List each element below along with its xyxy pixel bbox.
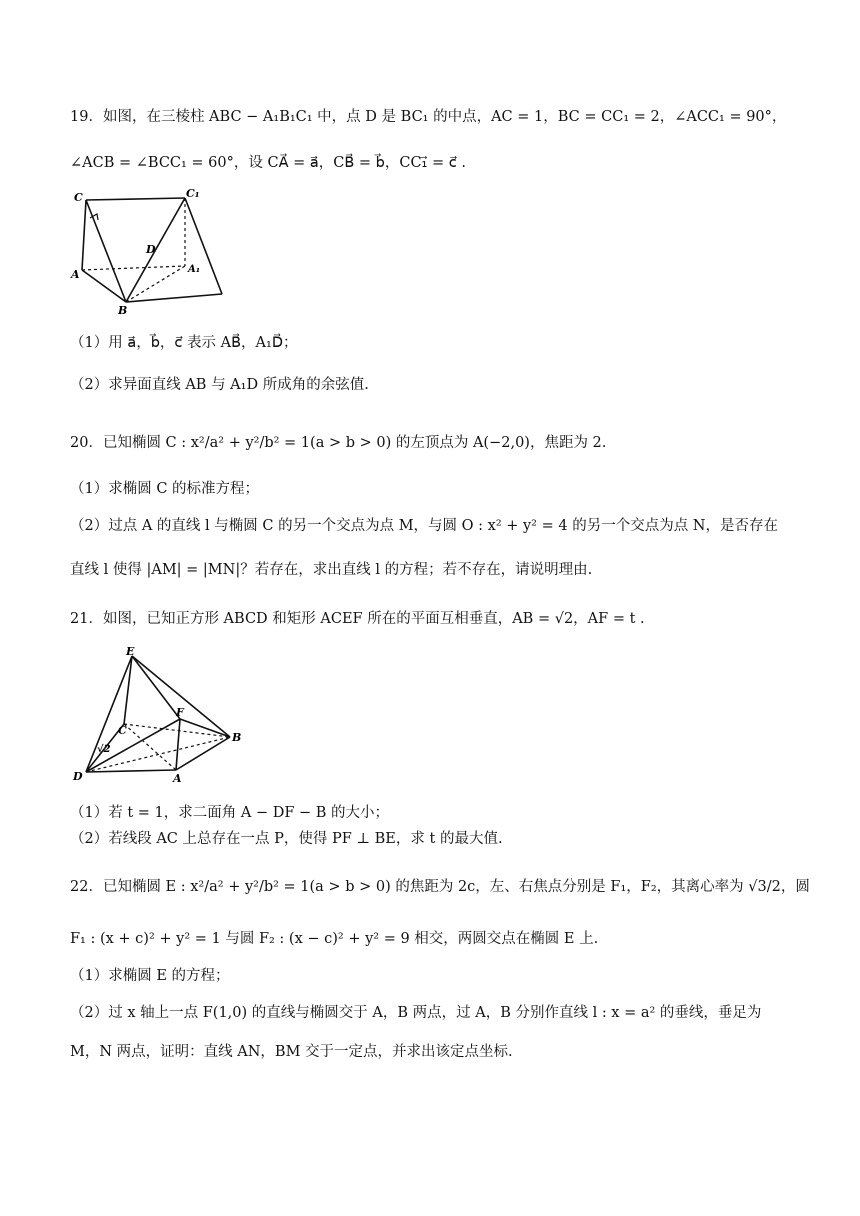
p22-line-1: 22．已知椭圆 E : x²/a² + y²/b² = 1(a > b > 0) 的焦距为 2c，左、右焦点分别是 F₁，F₂，其离心率为 √3/2，圆 <box>70 879 810 895</box>
label-c1: C₁ <box>186 187 200 200</box>
p22-part-1: （1）求椭圆 E 的方程； <box>70 968 230 984</box>
edge-d-a <box>86 770 176 772</box>
label-e: E <box>126 645 135 658</box>
p20-part-2-cont: 直线 l 使得 |AM| = |MN|？若存在，求出直线 l 的方程；若不存在，请说明理由. <box>70 562 593 578</box>
square-rectangle-figure <box>70 644 245 784</box>
label-sqrt2: √2 <box>97 744 111 755</box>
edge-c-c1 <box>86 198 185 200</box>
edge-c1-b1 <box>185 198 222 294</box>
label-a1: A₁ <box>188 264 201 275</box>
prism-figure <box>70 186 245 316</box>
label-a: A <box>71 268 80 281</box>
label-b: B <box>232 731 242 744</box>
p20-line-1: 20．已知椭圆 C : x²/a² + y²/b² = 1(a > b > 0) 的左顶点为 A(−2,0)，焦距为 2. <box>70 435 607 451</box>
p21-part-2: （2）若线段 AC 上总存在一点 P，使得 PF ⊥ BE，求 t 的最大值. <box>70 831 503 847</box>
p22-line-2: F₁ : (x + c)² + y² = 1 与圆 F₂ : (x − c)² + y² = 9 相交，两圆交点在椭圆 E 上. <box>70 931 599 947</box>
edge-e-b <box>132 656 230 737</box>
p19-part-1: （1）用 a⃗，b⃗，c⃗ 表示 AB⃗，A₁D⃗； <box>70 335 298 351</box>
label-d: D <box>73 770 83 783</box>
edge-f-a <box>176 719 180 770</box>
p19-line-1: 19．如图，在三棱柱 ABC − A₁B₁C₁ 中，点 D 是 BC₁ 的中点，AC = 1，BC = CC₁ = 2，∠ACC₁ = 90°， <box>70 109 787 125</box>
dashed-b-a1 <box>126 266 185 302</box>
p22-part-2-cont: M，N 两点，证明：直线 AN，BM 交于一定点，并求出该定点坐标. <box>70 1044 513 1060</box>
p19-part-2: （2）求异面直线 AB 与 A₁D 所成角的余弦值. <box>70 377 369 393</box>
edge-a-b <box>176 737 230 770</box>
label-c: C <box>74 191 83 204</box>
p19-line-2: ∠ACB = ∠BCC₁ = 60°，设 CA⃗ = a⃗，CB⃗ = b⃗，CC₁⃗ = c⃗ . <box>70 155 466 171</box>
p20-part-2: （2）过点 A 的直线 l 与椭圆 C 的另一个交点为点 M，与圆 O : x² + y² = 4 的另一个交点为点 N，是否存在 <box>70 518 778 534</box>
label-f: F <box>176 706 184 719</box>
edge-b-b1 <box>126 294 222 302</box>
p20-part-1: （1）求椭圆 C 的标准方程； <box>70 481 260 497</box>
edge-e-f <box>132 656 180 719</box>
p22-part-2: （2）过 x 轴上一点 F(1,0) 的直线与椭圆交于 A，B 两点，过 A，B 分别作直线 l : x = a² 的垂线，垂足为 <box>70 1005 762 1021</box>
p21-part-1: （1）若 t = 1，求二面角 A − DF − B 的大小； <box>70 805 390 821</box>
label-d: D <box>146 243 156 256</box>
p21-line-1: 21．如图，已知正方形 ABCD 和矩形 ACEF 所在的平面互相垂直，AB = √2，AF = t . <box>70 611 645 627</box>
label-c: C <box>118 724 127 737</box>
edge-c-a <box>82 200 86 270</box>
label-b: B <box>118 304 128 316</box>
edge-f-b <box>180 719 230 737</box>
dashed-a-a1 <box>82 266 185 270</box>
label-a: A <box>173 772 182 784</box>
